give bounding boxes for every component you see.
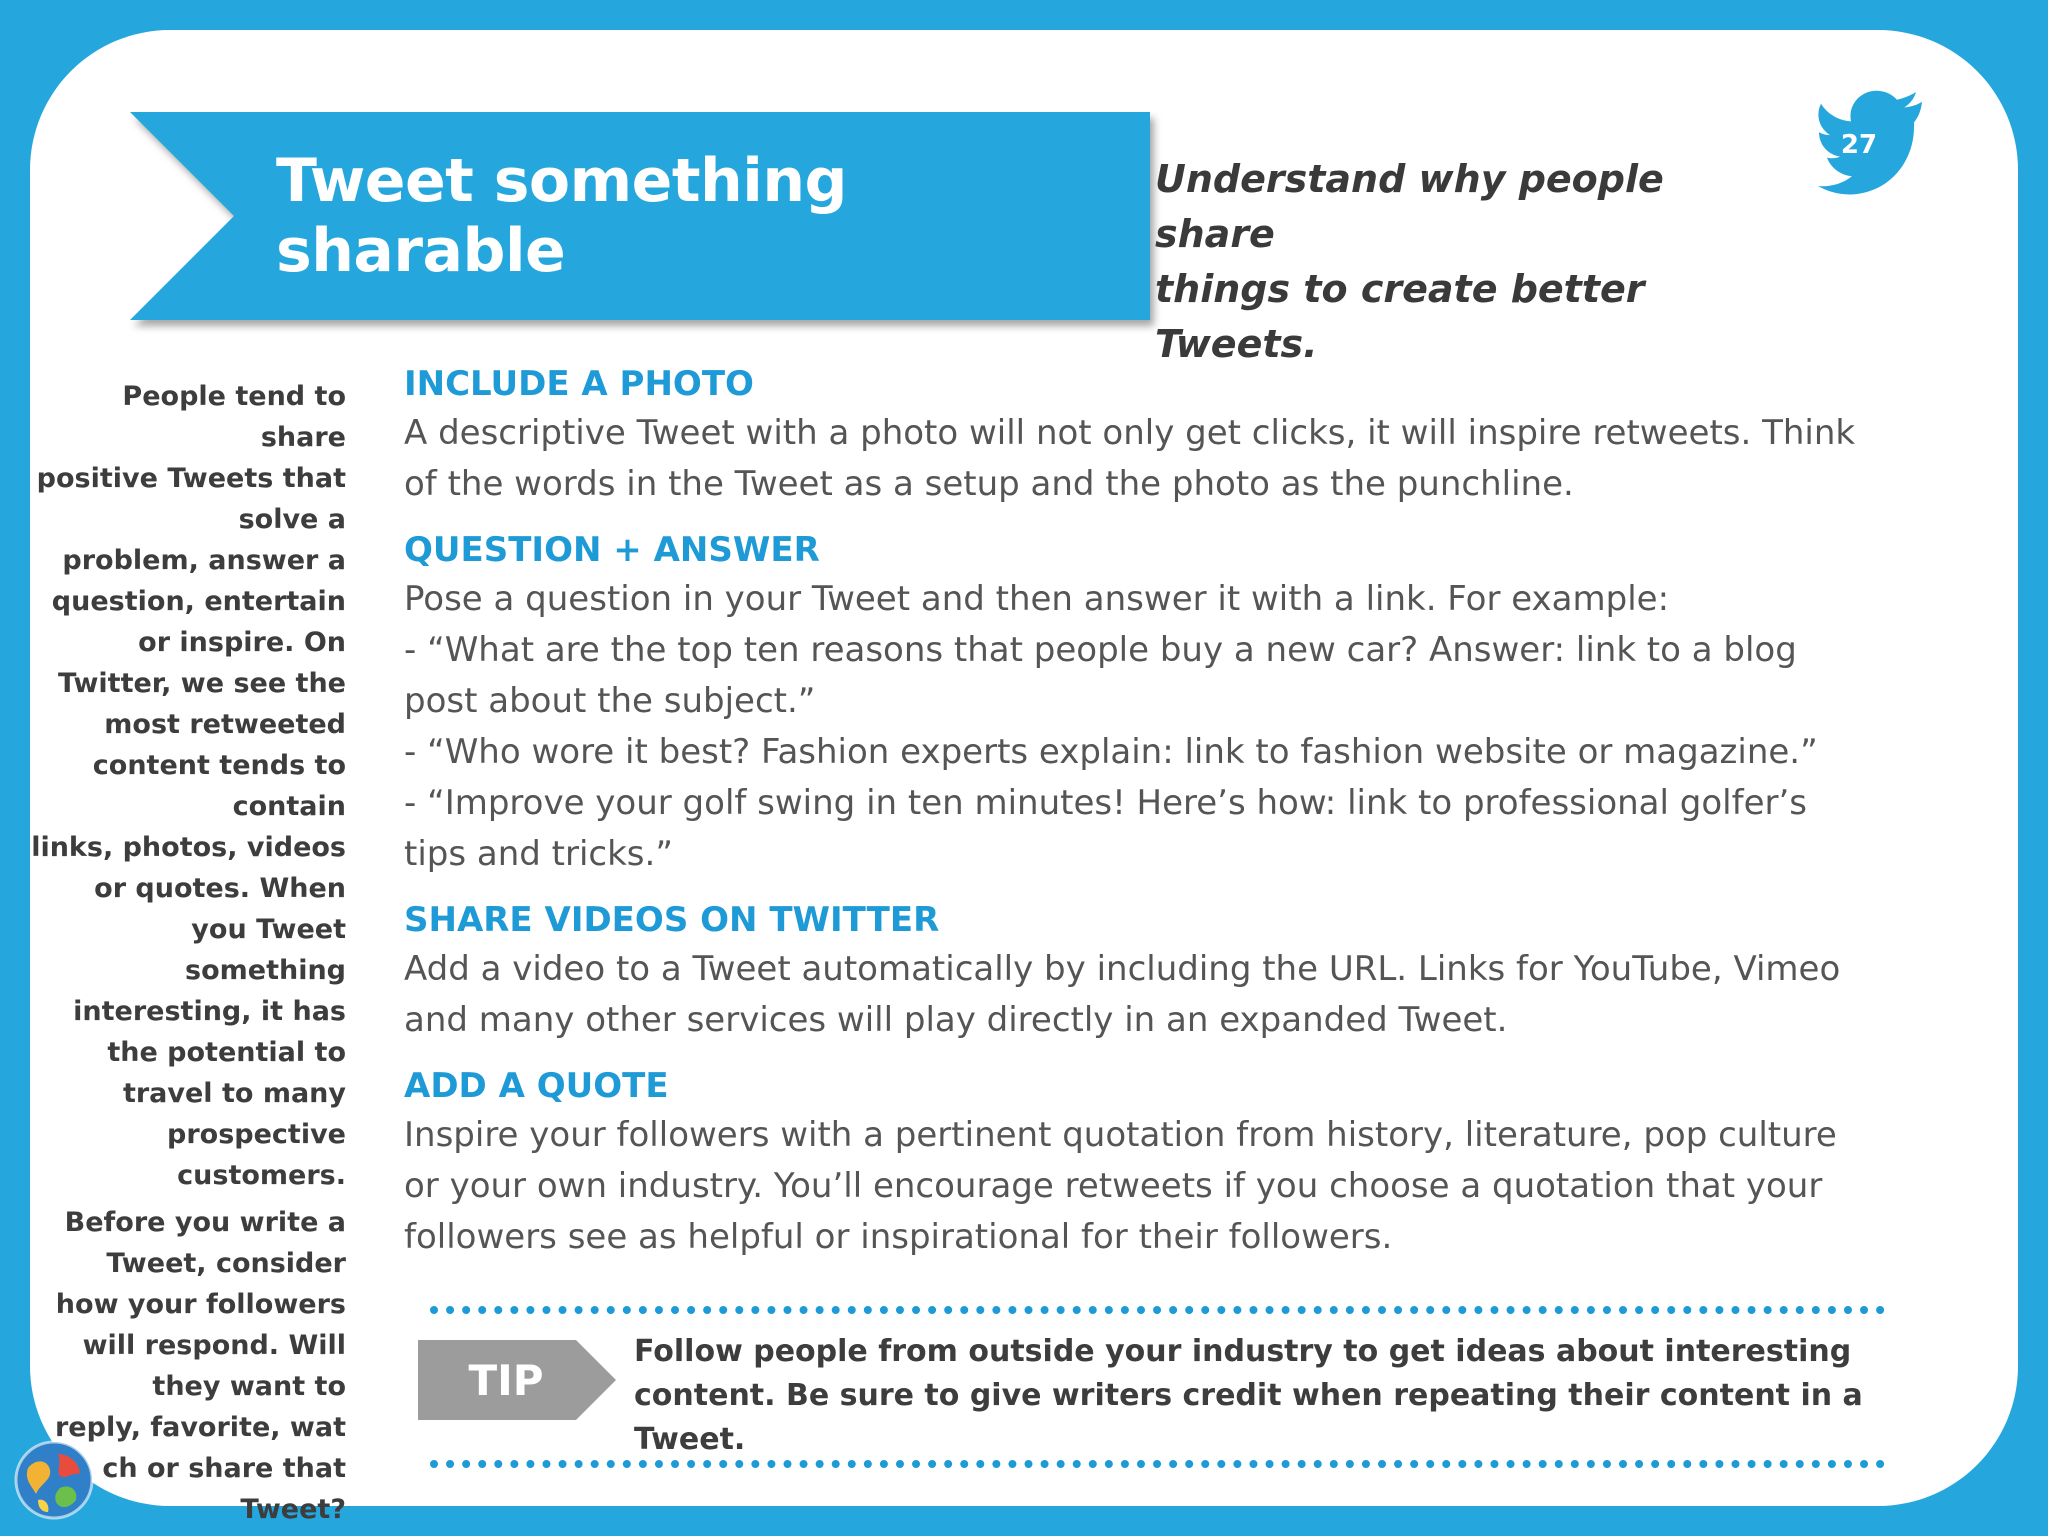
sidebar-line: problem, answer a bbox=[62, 545, 346, 576]
section-line: followers see as helpful or inspirational for their followers. bbox=[404, 1217, 1393, 1257]
sidebar-line: Tweet, consider bbox=[106, 1248, 346, 1279]
sidebar-line: Tweet? bbox=[240, 1494, 346, 1525]
section-line: post about the subject.” bbox=[404, 681, 816, 721]
sidebar-line: Before you write a bbox=[64, 1207, 346, 1238]
tip-text bbox=[634, 1330, 1894, 1462]
tip-line: Follow people from outside your industry to get ideas about interesting bbox=[634, 1334, 1852, 1369]
section-include-photo bbox=[404, 360, 1944, 510]
section-line: and many other services will play directly in an expanded Tweet. bbox=[404, 1000, 1508, 1040]
sidebar-line: reply, favorite, wat bbox=[54, 1412, 346, 1443]
tip-label: TIP bbox=[468, 1355, 544, 1405]
sidebar-line: interesting, it has bbox=[73, 996, 346, 1027]
section-line: - “Improve your golf swing in ten minutes! Here’s how: link to professional golfer’s bbox=[404, 783, 1807, 823]
section-heading: SHARE VIDEOS ON TWITTER bbox=[404, 900, 940, 940]
sidebar-line: ch or share that bbox=[102, 1453, 346, 1484]
sidebar-line: content tends to bbox=[92, 750, 346, 781]
section-line: Add a video to a Tweet automatically by including the URL. Links for YouTube, Vimeo bbox=[404, 949, 1841, 989]
sidebar-line: the potential to bbox=[107, 1037, 346, 1068]
title-banner bbox=[130, 112, 1152, 320]
section-line: Pose a question in your Tweet and then answer it with a link. For example: bbox=[404, 579, 1670, 619]
sidebar-line: People tend to share bbox=[122, 381, 346, 453]
sidebar-line: contain bbox=[232, 791, 346, 822]
sidebar-line: Twitter, we see the bbox=[58, 668, 346, 699]
tip-line: Tweet. bbox=[634, 1422, 746, 1457]
section-question-answer bbox=[404, 526, 1944, 880]
globe-logo-icon bbox=[14, 1440, 94, 1520]
sidebar-line: most retweeted bbox=[104, 709, 346, 740]
sidebar-line: they want to bbox=[152, 1371, 346, 1402]
sidebar-line: positive Tweets that bbox=[36, 463, 346, 494]
sidebar-line: travel to many bbox=[122, 1078, 346, 1109]
section-heading: ADD A QUOTE bbox=[404, 1066, 669, 1106]
sidebar-line: solve a bbox=[238, 504, 346, 535]
sidebar-line: prospective bbox=[167, 1119, 346, 1150]
sidebar-line: question, entertain bbox=[51, 586, 346, 617]
subtitle-line: Understand why people share bbox=[1155, 157, 1664, 256]
sidebar-line: will respond. Will bbox=[82, 1330, 346, 1361]
sidebar-line: or quotes. When bbox=[94, 873, 346, 904]
subtitle bbox=[1155, 152, 1795, 372]
section-share-videos bbox=[404, 896, 1944, 1046]
tip-divider-bottom bbox=[430, 1460, 1885, 1468]
sidebar-line: links, photos, videos bbox=[31, 832, 346, 863]
subtitle-line: things to create better Tweets. bbox=[1155, 267, 1645, 366]
tip-divider-top bbox=[430, 1306, 1885, 1314]
section-line: - “Who wore it best? Fashion experts explain: link to fashion website or magazine.” bbox=[404, 732, 1818, 772]
sidebar-line: or inspire. On bbox=[138, 627, 346, 658]
section-line: tips and tricks.” bbox=[404, 834, 673, 874]
section-line: Inspire your followers with a pertinent quotation from history, literature, pop culture bbox=[404, 1115, 1837, 1155]
slide-card bbox=[30, 30, 2018, 1525]
tip-line: content. Be sure to give writers credit when repeating their content in a bbox=[634, 1378, 1863, 1413]
section-line: or your own industry. You’ll encourage retweets if you choose a quotation that your bbox=[404, 1166, 1823, 1206]
sidebar-line: customers. bbox=[177, 1160, 346, 1191]
section-heading: INCLUDE A PHOTO bbox=[404, 364, 754, 404]
main-content bbox=[404, 360, 1944, 1279]
sidebar-line: how your followers bbox=[55, 1289, 346, 1320]
section-line: A descriptive Tweet with a photo will not only get clicks, it will inspire retweets. Think bbox=[404, 413, 1856, 453]
twitter-bird-icon bbox=[1814, 96, 1924, 196]
sidebar-line: you Tweet bbox=[191, 914, 346, 945]
section-line: of the words in the Tweet as a setup and the photo as the punchline. bbox=[404, 464, 1574, 504]
sidebar-text bbox=[30, 376, 346, 1530]
page-title: Tweet something sharable bbox=[276, 146, 847, 286]
section-heading: QUESTION + ANSWER bbox=[404, 530, 820, 570]
sidebar-line: something bbox=[185, 955, 346, 986]
page-number: 27 bbox=[1840, 130, 1878, 160]
section-line: - “What are the top ten reasons that people buy a new car? Answer: link to a blog bbox=[404, 630, 1797, 670]
sidebar-paragraph bbox=[30, 376, 346, 1196]
section-add-quote bbox=[404, 1062, 1944, 1263]
tip-badge bbox=[418, 1340, 618, 1420]
